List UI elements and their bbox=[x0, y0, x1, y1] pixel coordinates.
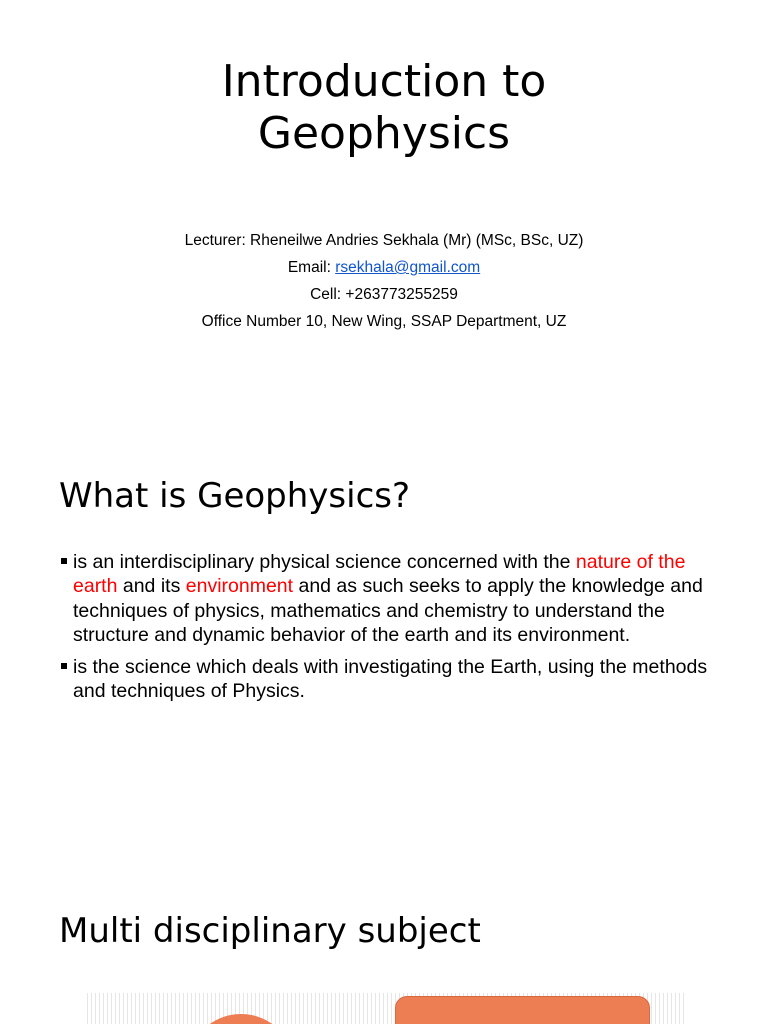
highlight-nature-of-earth: nature of the earth bbox=[73, 551, 686, 598]
slide-title-line2: Geophysics bbox=[257, 108, 511, 159]
lecturer-name: Lecturer: Rheneilwe Andries Sekhala (Mr) (MSc, BSc, UZ) bbox=[184, 232, 584, 249]
email-label: Email: bbox=[287, 259, 336, 276]
highlight-environment: environment bbox=[185, 575, 294, 598]
slide-title bbox=[0, 56, 768, 160]
definition-slide bbox=[0, 440, 768, 860]
title-slide bbox=[0, 0, 768, 400]
bullet-text-part1: is an interdisciplinary physical science concerned with the bbox=[73, 551, 576, 573]
bullet-square-icon bbox=[61, 558, 67, 564]
diagram-rounded-box bbox=[395, 996, 650, 1024]
bullet-item bbox=[59, 655, 709, 704]
bullet-item bbox=[59, 550, 709, 647]
slide-title-line1: Introduction to bbox=[221, 56, 547, 107]
cell-number: Cell: +263773255259 bbox=[310, 286, 458, 303]
multidisciplinary-slide bbox=[0, 880, 768, 1024]
lecturer-info bbox=[0, 227, 768, 335]
bullet-text-part2: and its bbox=[117, 575, 186, 598]
email-link[interactable]: rsekhala@gmail.com bbox=[335, 259, 481, 276]
office-location: Office Number 10, New Wing, SSAP Department, UZ bbox=[201, 313, 567, 330]
slide-heading: What is Geophysics? bbox=[59, 476, 411, 516]
slide-heading: Multi disciplinary subject bbox=[59, 911, 481, 951]
bullet-square-icon bbox=[61, 663, 67, 669]
email-line bbox=[0, 254, 768, 281]
bullet-text-part3: and as such seeks to apply the knowledge and techniques of physics, mathematics and chemistry to understand the structure and dynamic behavior of the earth and its environment. bbox=[73, 575, 703, 646]
bullet-text: is the science which deals with investigating the Earth, using the methods and techniques of Physics. bbox=[73, 656, 708, 703]
bullet-list bbox=[59, 550, 709, 712]
